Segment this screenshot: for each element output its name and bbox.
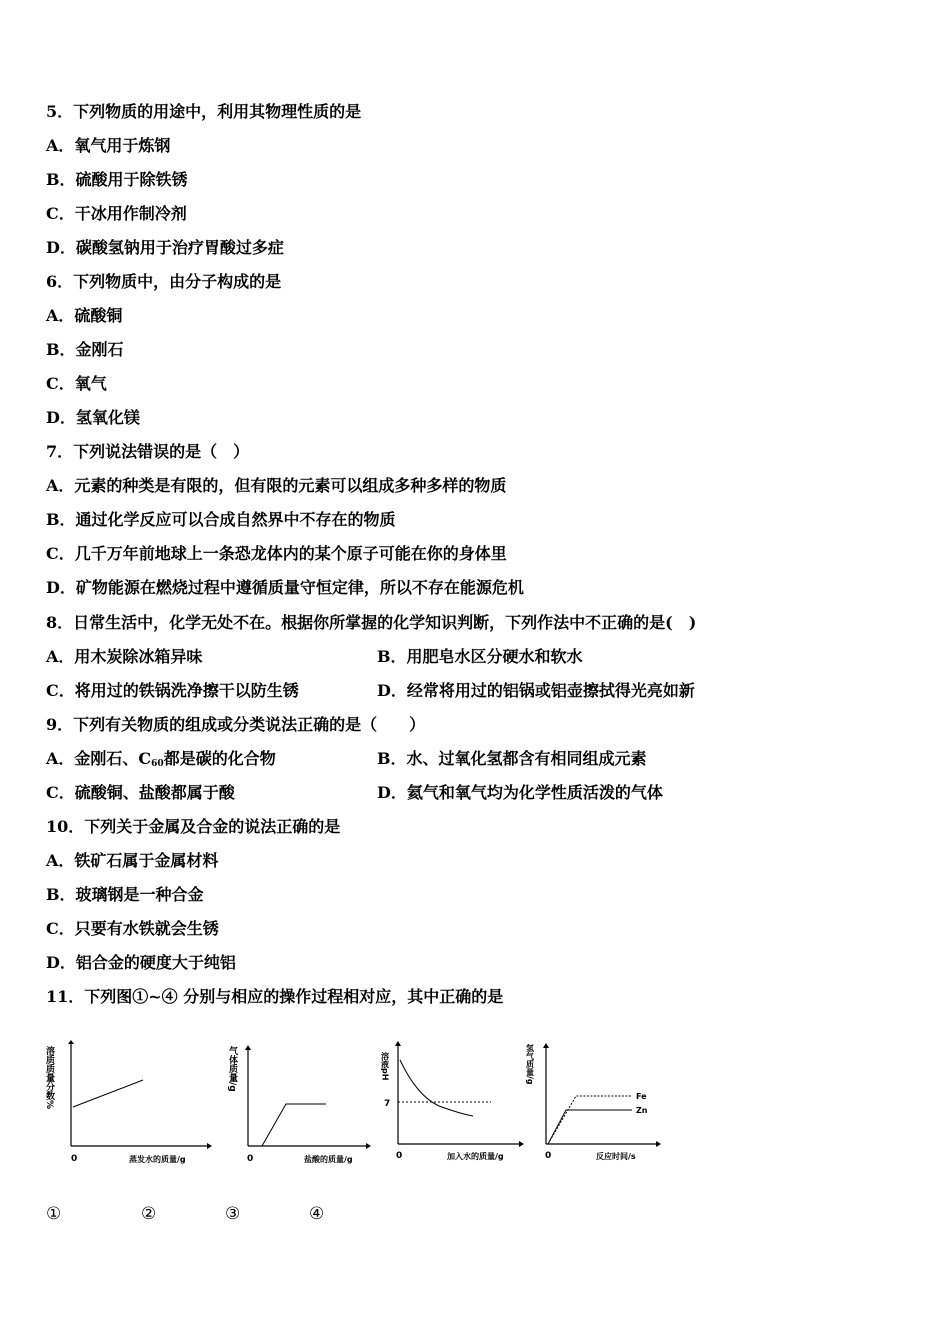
graph-1-ylabel: 溶质质量分数% bbox=[44, 1046, 54, 1110]
q5-option-a: A．氧气用于炼钢 bbox=[46, 136, 171, 155]
graph-4-x-arrow bbox=[656, 1141, 661, 1147]
q6-stem: 6．下列物质中，由分子构成的是 bbox=[46, 272, 282, 291]
graph-3-curve bbox=[400, 1060, 473, 1116]
q11-stem: 11．下列图①~④ 分别与相应的操作过程相对应，其中正确的是 bbox=[46, 987, 504, 1006]
graph-1-xlabel: 蒸发水的质量/g bbox=[129, 1155, 186, 1164]
graph-2-xlabel: 盐酸的质量/g bbox=[304, 1155, 353, 1164]
graph-4 bbox=[525, 1040, 666, 1170]
graph-3 bbox=[380, 1040, 533, 1170]
q8-stem: 8．日常生活中，化学无处不在。根据你所掌握的化学知识判断，下列作法中不正确的是( ) bbox=[46, 613, 697, 632]
q9-option-b: B．水、过氧化氢都含有相同组成元素 bbox=[377, 749, 647, 768]
q7-option-c: C．几千万年前地球上一条恐龙体内的某个原子可能在你的身体里 bbox=[46, 544, 507, 563]
graph-4-y-arrow bbox=[543, 1043, 549, 1048]
graph-3-ylabel: 溶液pH bbox=[380, 1052, 390, 1081]
q10-option-c: C．只要有水铁就会生锈 bbox=[46, 919, 219, 938]
graph-label-1: ① bbox=[46, 1204, 62, 1224]
q6-option-d: D．氢氧化镁 bbox=[46, 408, 140, 427]
graph-2-ylabel: 气体质量/g bbox=[227, 1046, 237, 1092]
graph-1-curve bbox=[73, 1080, 143, 1107]
q5-stem: 5．下列物质的用途中，利用其物理性质的是 bbox=[46, 102, 362, 121]
graph-label-2: ② bbox=[141, 1204, 157, 1224]
graph-4-origin: 0 bbox=[545, 1151, 552, 1161]
graph-3-y-arrow bbox=[395, 1041, 401, 1046]
q7-stem: 7．下列说法错误的是（ ） bbox=[46, 442, 250, 461]
graph-label-3: ③ bbox=[225, 1204, 241, 1224]
q5-option-b: B．硫酸用于除铁锈 bbox=[46, 170, 188, 189]
graph-2-x-arrow bbox=[366, 1143, 371, 1149]
graph-1-x-arrow bbox=[207, 1143, 212, 1149]
q6-option-b: B．金刚石 bbox=[46, 340, 124, 359]
graph-1-origin: 0 bbox=[71, 1154, 78, 1164]
q5-option-c: C．干冰用作制冷剂 bbox=[46, 204, 187, 223]
graph-4-curve-zn bbox=[548, 1110, 632, 1144]
q7-option-d: D．矿物能源在燃烧过程中遵循质量守恒定律，所以不存在能源危机 bbox=[46, 578, 524, 597]
q8-option-b: B．用肥皂水区分硬水和软水 bbox=[377, 647, 583, 666]
q7-option-b: B．通过化学反应可以合成自然界中不存在的物质 bbox=[46, 510, 396, 529]
graph-2-y-arrow bbox=[245, 1045, 251, 1050]
q8-option-d: D．经常将用过的铝锅或铝壶擦拭得光亮如新 bbox=[377, 681, 695, 700]
graph-4-xlabel: 反应时间/s bbox=[596, 1152, 636, 1161]
q9-option-a-pre: A．金刚石、C bbox=[46, 749, 152, 768]
q9-option-d: D．氦气和氧气均为化学性质活泼的气体 bbox=[377, 783, 663, 802]
graph-3-origin: 0 bbox=[396, 1151, 403, 1161]
q9-option-a bbox=[46, 749, 276, 774]
q5-option-d: D．碳酸氢钠用于治疗胃酸过多症 bbox=[46, 238, 284, 257]
q6-option-a: A．硫酸铜 bbox=[46, 306, 123, 325]
q9-stem: 9．下列有关物质的组成或分类说法正确的是（ ） bbox=[46, 715, 426, 734]
q8-option-c: C．将用过的铁锅洗净擦干以防生锈 bbox=[46, 681, 299, 700]
q9-option-a-sub: 60 bbox=[151, 759, 164, 769]
q10-option-d: D．铝合金的硬度大于纯铝 bbox=[46, 953, 236, 972]
q6-option-c: C．氧气 bbox=[46, 374, 107, 393]
graph-3-xlabel: 加入水的质量/g bbox=[447, 1152, 504, 1161]
graph-4-legend-fe: Fe bbox=[636, 1092, 647, 1101]
graph-2-origin: 0 bbox=[247, 1154, 254, 1164]
graph-1 bbox=[45, 1040, 210, 1170]
graph-3-mark: 7 bbox=[384, 1099, 391, 1109]
q9-option-a-post: 都是碳的化合物 bbox=[163, 749, 276, 768]
graph-label-4: ④ bbox=[309, 1204, 325, 1224]
q10-option-a: A．铁矿石属于金属材料 bbox=[46, 851, 219, 870]
graph-1-y-arrow bbox=[68, 1040, 74, 1044]
graph-3-x-arrow bbox=[519, 1141, 524, 1147]
graph-4-legend-zn: Zn bbox=[636, 1106, 648, 1115]
graph-2-curve bbox=[262, 1104, 326, 1146]
graph-4-ylabel: 氢气质量/g bbox=[525, 1044, 535, 1085]
graph-2 bbox=[228, 1040, 373, 1170]
q9-option-c: C．硫酸铜、盐酸都属于酸 bbox=[46, 783, 235, 802]
q10-option-b: B．玻璃钢是一种合金 bbox=[46, 885, 204, 904]
q7-option-a: A．元素的种类是有限的，但有限的元素可以组成多种多样的物质 bbox=[46, 476, 507, 495]
q10-stem: 10．下列关于金属及合金的说法正确的是 bbox=[46, 817, 341, 836]
q8-option-a: A．用木炭除冰箱异味 bbox=[46, 647, 203, 666]
